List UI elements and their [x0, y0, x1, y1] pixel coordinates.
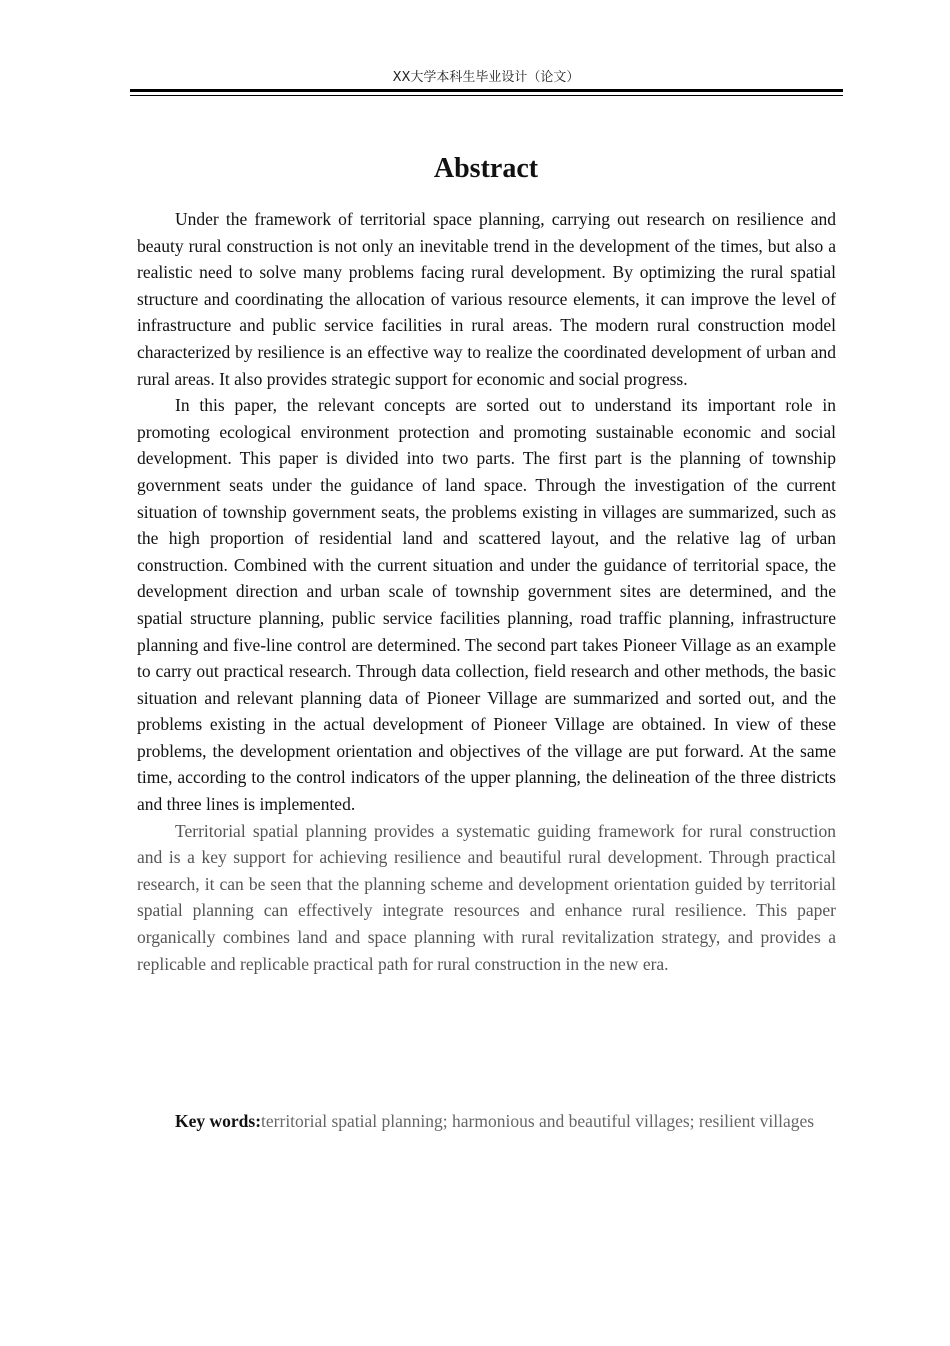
running-header: XX大学本科生毕业设计（论文）: [392, 70, 580, 85]
page-title: Abstract: [433, 153, 539, 184]
keywords-label: Key words:: [175, 1111, 262, 1131]
abstract-paragraph-3: Territorial spatial planning provides a systematic guiding framework for rural construction and is a key support for achieving resilience and beautiful rural development. Through practical research, it can be seen that the planning scheme and development orientation guided by territorial spatial planning can effectively integrate resources and enhance rural resilience. This paper organically combines land and space planning with rural revitalization strategy, and provides a replicable and replicable practical path for rural construction in the new era.: [137, 820, 836, 974]
abstract-paragraph-1: Under the framework of territorial space planning, carrying out research on resilience and beauty rural construction is not only an inevitable trend in the development of the times, but also a realistic need to solve many problems facing rural development. By optimizing the rural spatial structure and coordinating the allocation of various resource elements, it can improve the level of infrastructure and public service facilities in rural areas. The modern rural construction model characterized by resilience is an effective way to realize the coordinated development of urban and rural areas. It also provides strategic support for economic and social progress.: [137, 209, 836, 389]
abstract-paragraph-2: In this paper, the relevant concepts are sorted out to understand its important role in promoting ecological environment protection and promoting sustainable economic and social development. This paper is divided into two parts. The first part is the planning of township government seats under the guidance of land space. Through the investigation of the current situation of township government seats, the problems existing in villages are summarized, such as the high proportion of residential land and scattered layout, and the relative lag of urban construction. Combined with the current situation and under the guidance of territorial space, the development direction and urban scale of township government sites are determined, and the spatial structure planning, public service facilities planning, road traffic planning, infrastructure planning and five-line control are determined. The second part takes Pioneer Village as an example to carry out practical research. Through data collection, field research and other methods, the basic situation and relevant planning data of Pioneer Village are summarized and sorted out, and the problems existing in the actual development of Pioneer Village are obtained. In view of these problems, the development orientation and objectives of the village are put forward. At the same time, according to the control indicators of the upper planning, the delineation of the three districts and three lines is implemented.: [137, 395, 836, 815]
header-rule-thick: [130, 89, 843, 92]
keywords-line: [137, 1108, 836, 1135]
abstract-body: [137, 206, 836, 977]
header-rule-thin: [130, 95, 843, 96]
keywords-values: territorial spatial planning; harmonious and beautiful villages; resilient villages: [261, 1111, 815, 1131]
